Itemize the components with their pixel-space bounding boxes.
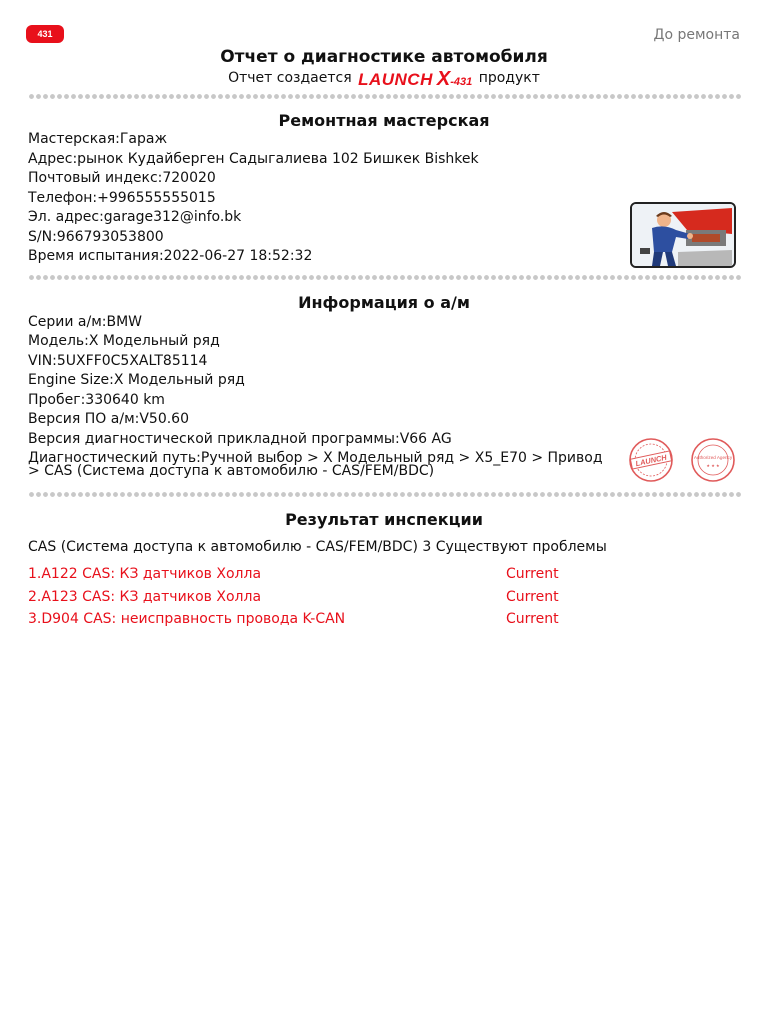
launch-seal-icon	[628, 437, 674, 483]
logo-word: LAUNCH	[358, 70, 433, 89]
workshop-section-title: Ремонтная мастерская	[278, 111, 490, 130]
fault-code-3: 3.D904 CAS: неисправность провода K-CAN	[28, 611, 346, 627]
mechanic-illustration	[630, 202, 736, 268]
vehicle-series: Серии а/м:BMW	[28, 314, 143, 330]
stamp-launch-text: LAUNCH	[634, 452, 668, 469]
inspection-section-title: Результат инспекции	[285, 510, 483, 529]
fault-code-2: 2.A123 CAS: КЗ датчиков Холла	[28, 589, 262, 605]
mechanic-icon	[632, 204, 734, 266]
section-divider	[28, 492, 742, 497]
launch-logo	[358, 68, 472, 91]
workshop-email: Эл. адрес:garage312@info.bk	[28, 209, 242, 225]
fault-status-2: Current	[506, 589, 559, 605]
app-badge: 431	[26, 25, 64, 43]
fault-code-1: 1.A122 CAS: КЗ датчиков Холла	[28, 566, 262, 582]
workshop-phone: Телефон:+996555555015	[28, 190, 216, 206]
workshop-test-time: Время испытания:2022-06-27 18:52:32	[28, 248, 313, 264]
report-title: Отчет о диагностике автомобиля	[220, 47, 548, 67]
workshop-name: Мастерская:Гараж	[28, 131, 168, 147]
vehicle-software-version: Версия ПО а/м:V50.60	[28, 411, 189, 427]
vehicle-vin: VIN:5UXFF0C5XALT85114	[28, 353, 208, 369]
vehicle-model: Модель:X Модельный ряд	[28, 333, 220, 349]
workshop-serial: S/N:966793053800	[28, 229, 164, 245]
subtitle-after: продукт	[478, 70, 540, 86]
agency-stamp	[690, 437, 736, 483]
section-divider	[28, 275, 742, 280]
logo-model: -431	[450, 76, 473, 88]
workshop-postal: Почтовый индекс:720020	[28, 170, 216, 186]
agency-seal-icon	[690, 437, 736, 483]
logo-x: X	[436, 68, 451, 90]
section-divider	[28, 94, 742, 99]
subtitle-before: Отчет создается	[228, 70, 352, 86]
vehicle-mileage: Пробег:330640 km	[28, 392, 165, 408]
stamp-agency-text: Authorized Agency	[693, 455, 733, 460]
report-status: До ремонта	[653, 27, 740, 43]
fault-status-3: Current	[506, 611, 559, 627]
svg-text:★ ★ ★: ★ ★ ★	[706, 463, 720, 468]
workshop-address: Адрес:рынок Кудайберген Садыгалиева 102 Бишкек Bishkek	[28, 151, 479, 167]
inspection-summary: CAS (Система доступа к автомобилю - CAS/FEM/BDC) 3 Существуют проблемы	[28, 539, 607, 555]
vehicle-engine-size: Engine Size:X Модельный ряд	[28, 372, 245, 388]
report-subtitle	[0, 68, 768, 91]
vehicle-diagnostic-path: Диагностический путь:Ручной выбор > X Модельный ряд > X5_E70 > Привод > CAS (Система доступа к автомобилю - CAS/FEM/BDC)	[28, 450, 603, 479]
launch-stamp	[628, 437, 674, 483]
fault-status-1: Current	[506, 566, 559, 582]
vehicle-section-title: Информация о а/м	[298, 293, 470, 312]
vehicle-app-version: Версия диагностической прикладной программы:V66 AG	[28, 431, 452, 447]
